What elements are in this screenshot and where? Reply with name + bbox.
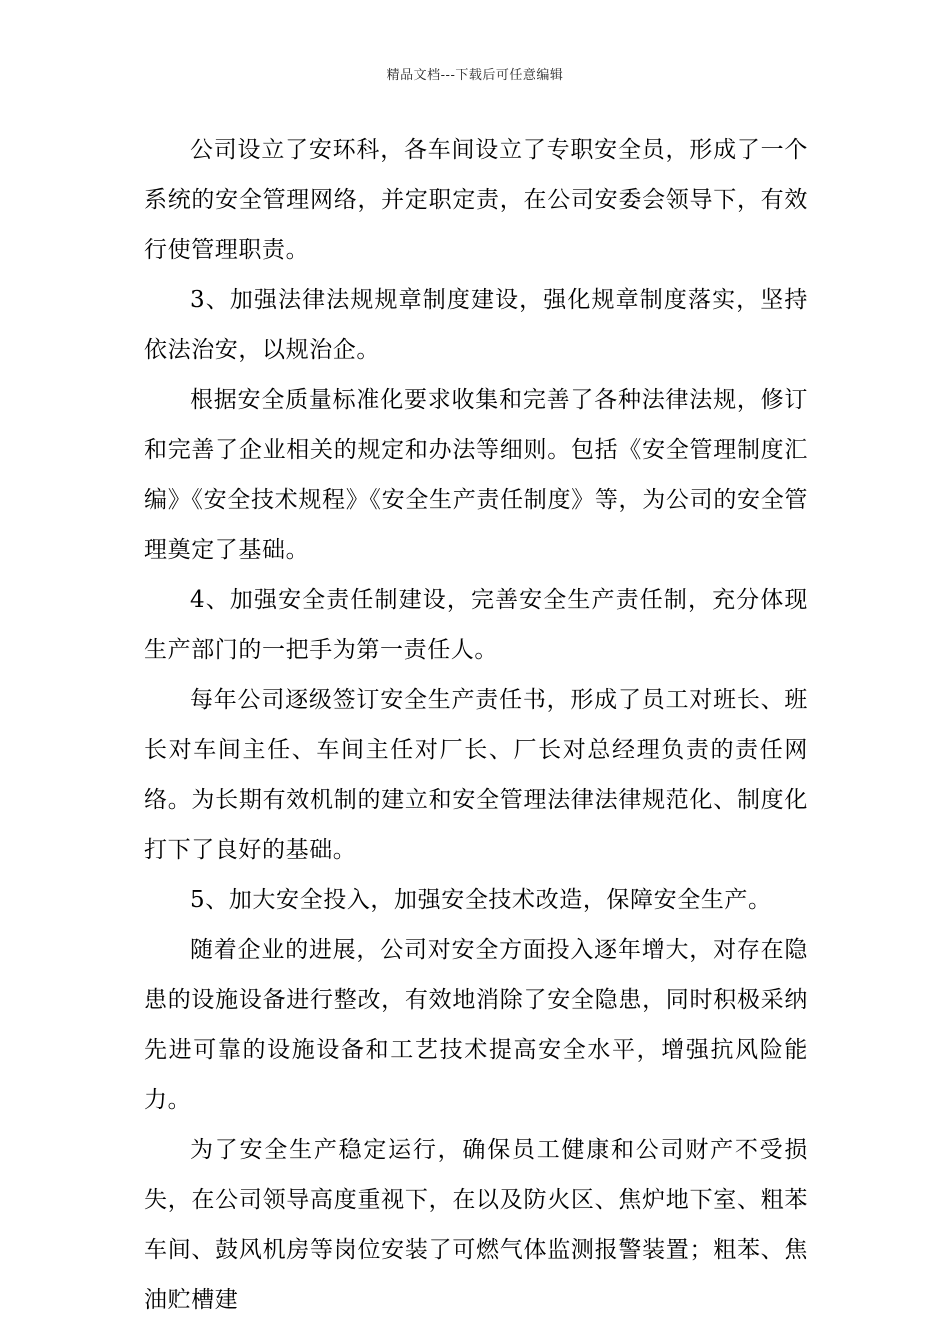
paragraph-4: 4、加强安全责任制建设，完善安全生产责任制，充分体现生产部门的一把手为第一责任人。 bbox=[144, 587, 808, 663]
paragraph-3: 根据安全质量标准化要求收集和完善了各种法律法规，修订和完善了企业相关的规定和办法等细则。包括《安全管理制度汇编》《安全技术规程》《安全生产责任制度》等，为公司的安全管理奠定了基础。 bbox=[144, 387, 808, 563]
document-body bbox=[144, 125, 808, 1325]
paragraph-1: 公司设立了安环科，各车间设立了专职安全员，形成了一个系统的安全管理网络，并定职定责，在公司安委会领导下，有效行使管理职责。 bbox=[144, 137, 808, 263]
page-header: 精品文档---下载后可任意编辑 bbox=[386, 68, 564, 83]
paragraph-2: 3、加强法律法规规章制度建设，强化规章制度落实，坚持依法治安，以规治企。 bbox=[144, 287, 808, 363]
paragraph-6: 5、加大安全投入，加强安全技术改造，保障安全生产。 bbox=[190, 887, 772, 913]
paragraph-7: 随着企业的进展，公司对安全方面投入逐年增大，对存在隐患的设施设备进行整改，有效地消除了安全隐患，同时积极采纳先进可靠的设施设备和工艺技术提高安全水平，增强抗风险能力。 bbox=[144, 937, 808, 1113]
paragraph-5: 每年公司逐级签订安全生产责任书，形成了员工对班长、班长对车间主任、车间主任对厂长、厂长对总经理负责的责任网络。为长期有效机制的建立和安全管理法律法律规范化、制度化打下了良好的基础。 bbox=[144, 687, 808, 863]
paragraph-8: 为了安全生产稳定运行，确保员工健康和公司财产不受损失，在公司领导高度重视下，在以及防火区、焦炉地下室、粗苯车间、鼓风机房等岗位安装了可燃气体监测报警装置；粗苯、焦油贮槽建 bbox=[144, 1137, 808, 1313]
